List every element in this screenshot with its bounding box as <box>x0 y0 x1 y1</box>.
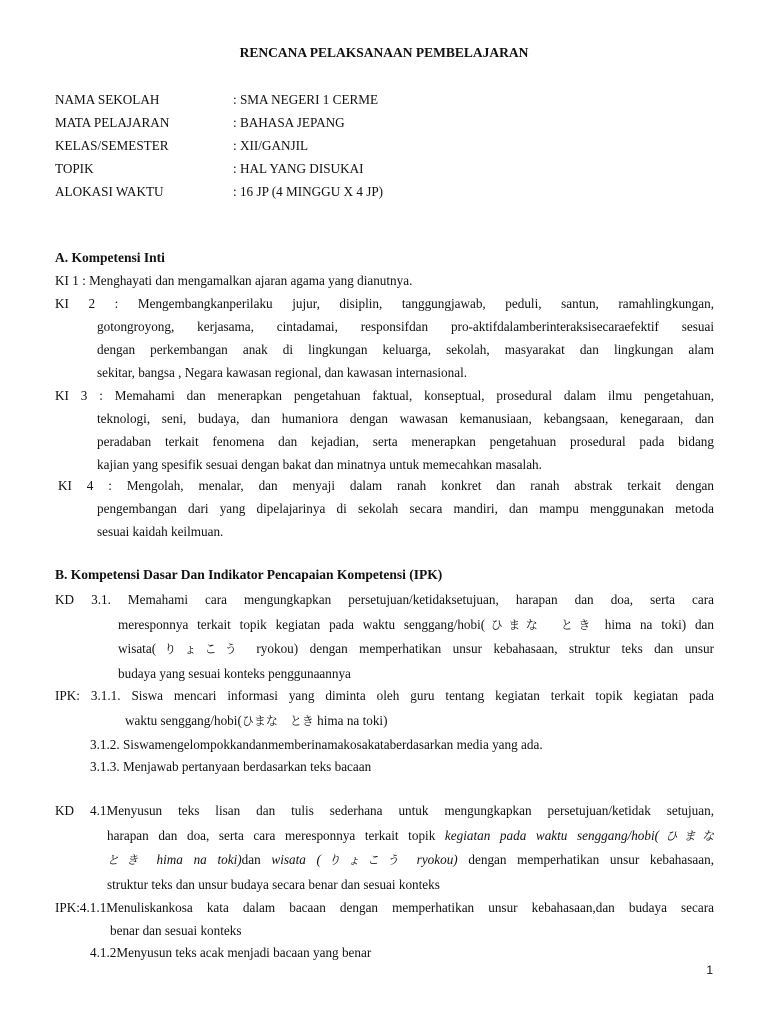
ki-3-line: kajian yang spesifik sesuai dengan bakat dan minatnya untuk memecahkan masalah. <box>97 457 542 472</box>
ipk-3-1-2 <box>55 733 714 756</box>
ipk-4-1-1-line: benar dan sesuai konteks <box>110 923 242 938</box>
info-row-school <box>55 90 383 113</box>
ki-4 <box>55 474 714 543</box>
section-b-heading: B. Kompetensi Dasar Dan Indikator Pencapaian Kompetensi (IPK) <box>55 567 443 582</box>
kd-3-1-line: budaya yang sesuai konteks penggunaannya <box>118 665 351 681</box>
kd-3-1 <box>55 588 714 686</box>
ipk-3-1-1-line: waktu senggang/hobi(ひまな とき hima na toki) <box>125 712 388 728</box>
document-title: RENCANA PELAKSANAAN PEMBELAJARAN <box>239 45 529 60</box>
ki-3 <box>55 384 714 476</box>
ki-4-line: KI 4 : Mengolah, menalar, dan menyaji dalam ranah konkret dan ranah abstrak terkait dengan <box>58 478 714 493</box>
info-value: : HAL YANG DISUKAI <box>233 161 364 176</box>
kd-4-1-line: struktur teks dan unsur budaya secara benar dan sesuai konteks <box>107 876 440 892</box>
kd-4-1 <box>55 799 714 897</box>
info-label: MATA PELAJARAN <box>55 115 170 130</box>
ipk-4-1-1-line: IPK:4.1.1Menuliskankosa kata dalam bacaan dengan memperhatikan unsur kebahasaan,dan budaya secara <box>55 900 714 915</box>
kd-4-1-line: KD 4.1Menyusun teks lisan dan tulis sederhana untuk mengungkapkan persetujuan/ketidak setujuan, <box>55 803 714 818</box>
ipk-4-1-2-text: 4.1.2Menyusun teks acak menjadi bacaan yang benar <box>90 945 372 960</box>
kd-3-1-line: wisata(りょこう ryokou) dengan memperhatikan unsur kebahasaan, struktur teks dan unsur <box>118 641 714 656</box>
info-label: ALOKASI WAKTU <box>55 184 164 199</box>
ki-2-line: gotongroyong, kerjasama, cintadamai, responsifdan pro-aktifdalamberinteraksisecaraefektif sesuai <box>97 319 714 334</box>
ki-4-line: sesuai kaidah keilmuan. <box>97 524 224 539</box>
ipk-4-1-1 <box>55 896 714 942</box>
ipk-3-1-3-text: 3.1.3. Menjawab pertanyaan berdasarkan teks bacaan <box>90 759 372 774</box>
kd-3-1-line: KD 3.1. Memahami cara mengungkapkan persetujuan/ketidaksetujuan, harapan dan doa, serta cara <box>55 592 714 607</box>
ipk-3-1-1 <box>55 684 714 733</box>
info-row-topic <box>55 159 383 182</box>
info-row-time <box>55 182 383 205</box>
ki-3-line: KI 3 : Memahami dan menerapkan pengetahuan faktual, konseptual, prosedural dalam ilmu pengetahuan, <box>55 388 714 403</box>
ki-2 <box>55 292 714 384</box>
info-value: : XII/GANJIL <box>233 138 309 153</box>
ki-4-line: pengembangan dari yang dipelajarinya di sekolah secara mandiri, dan mampu menggunakan metoda <box>97 501 714 516</box>
ki-3-line: peradaban terkait fenomena dan kejadian, serta menerapkan pengetahuan prosedural pada bidang <box>97 434 714 449</box>
ki-1-text: KI 1 : Menghayati dan mengamalkan ajaran agama yang dianutnya. <box>55 273 413 288</box>
kd-4-1-line: harapan dan doa, serta cara meresponnya terkait topik kegiatan pada waktu senggang/hobi(ひまな <box>107 827 714 843</box>
ki-2-line: sekitar, bangsa , Negara kawasan regional, dan kawasan internasional. <box>97 365 468 380</box>
info-row-class <box>55 136 383 159</box>
ki-2-line: KI 2 : Mengembangkanperilaku jujur, disiplin, tanggungjawab, peduli, santun, ramahlingkungan, <box>55 296 714 311</box>
ipk-3-1-3 <box>55 755 714 778</box>
info-row-subject <box>55 113 383 136</box>
ipk-3-1-2-text: 3.1.2. Siswamengelompokkandanmemberinamakosakataberdasarkan media yang ada. <box>90 737 543 752</box>
info-label: NAMA SEKOLAH <box>55 92 160 107</box>
info-label: TOPIK <box>55 161 94 176</box>
ipk-4-1-2 <box>55 941 714 964</box>
kd-3-1-line: meresponnya terkait topik kegiatan pada waktu senggang/hobi(ひまな とき hima na toki) dan <box>118 616 715 632</box>
ki-2-line: dengan perkembangan anak di lingkungan keluarga, sekolah, masyarakat dan lingkungan alam <box>97 342 714 357</box>
page-number: 1 <box>706 963 713 977</box>
section-a-heading: A. Kompetensi Inti <box>55 250 165 265</box>
identity-table <box>55 90 383 205</box>
ipk-3-1-1-line: IPK: 3.1.1. Siswa mencari informasi yang diminta oleh guru tentang kegiatan terkait topik kegiatan pada <box>55 688 714 703</box>
info-value: : 16 JP (4 MINGGU X 4 JP) <box>233 184 384 199</box>
ki-1 <box>55 269 714 292</box>
ki-3-line: teknologi, seni, budaya, dan humaniora dengan wawasan kemanusiaan, kebangsaan, kenegaraan, dan <box>97 411 714 426</box>
info-label: KELAS/SEMESTER <box>55 138 169 153</box>
info-value: : SMA NEGERI 1 CERME <box>233 92 379 107</box>
kd-4-1-line: とき hima na toki)dan wisata (りょこう ryokou) dengan memperhatikan unsur kebahasaan, <box>107 852 714 867</box>
info-value: : BAHASA JEPANG <box>233 115 345 130</box>
